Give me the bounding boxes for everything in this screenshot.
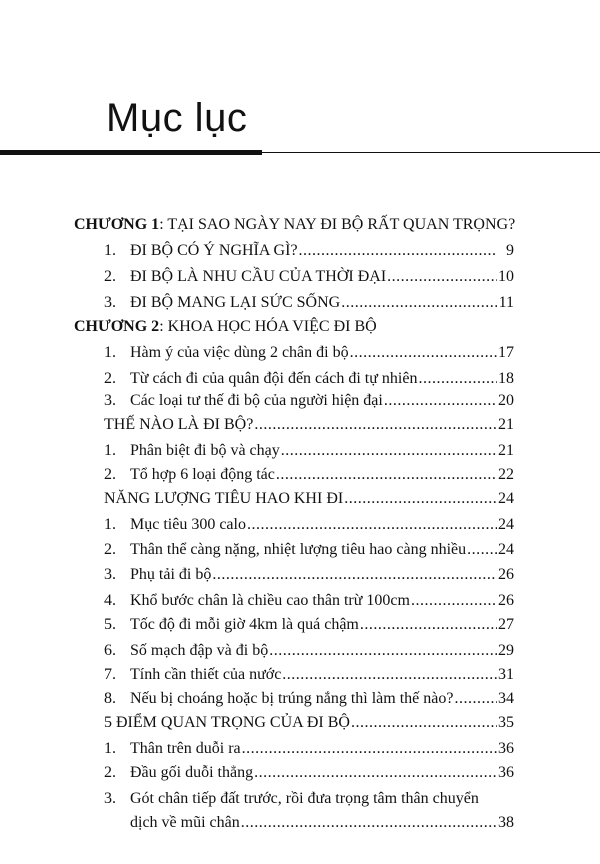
toc-section[interactable]: [104, 490, 514, 508]
entry-title: Khổ bước chân là chiều cao thân trừ 100cm: [130, 592, 410, 609]
toc-entry[interactable]: [104, 690, 514, 708]
section-title: NĂNG LƯỢNG TIÊU HAO KHI ĐI: [104, 490, 344, 507]
entry-page: 10: [498, 268, 514, 285]
entry-title: Tính cần thiết của nước: [130, 666, 282, 683]
toc-entry[interactable]: [104, 764, 514, 782]
toc-entry[interactable]: [104, 466, 514, 484]
toc-chapter-2[interactable]: [74, 318, 544, 336]
leader-dots: [212, 566, 497, 584]
toc-entry[interactable]: [104, 516, 514, 534]
leader-dots: [411, 592, 497, 610]
entry-title: Nếu bị choáng hoặc bị trúng nắng thì làm thế nào?: [130, 690, 454, 707]
entry-number: 6.: [104, 642, 116, 659]
leader-dots: [281, 442, 497, 460]
entry-number: 1.: [104, 242, 116, 259]
section-title: 5 ĐIỂM QUAN TRỌNG CỦA ĐI BỘ: [104, 714, 350, 731]
leader-dots: [341, 294, 497, 312]
entry-title: Đầu gối duỗi thẳng: [130, 764, 254, 781]
entry-title: Phụ tải đi bộ: [130, 566, 212, 583]
entry-page: 34: [498, 690, 514, 707]
entry-title: ĐI BỘ LÀ NHU CẦU CỦA THỜI ĐẠI: [130, 268, 387, 285]
toc-entry-continuation[interactable]: [130, 814, 514, 832]
page-title: Mục lục: [106, 96, 248, 140]
entry-title: Thân thể càng nặng, nhiệt lượng tiêu hao càng nhiều: [130, 541, 467, 558]
entry-page: 11: [498, 294, 514, 311]
chapter-label: CHƯƠNG 2: [74, 318, 160, 335]
toc-entry[interactable]: [104, 566, 514, 584]
leader-dots: [242, 740, 497, 758]
entry-number: 2.: [104, 541, 116, 558]
entry-title: Từ cách đi của quân đội đến cách đi tự nhiên: [130, 370, 418, 387]
leader-dots: [254, 764, 497, 782]
entry-number: 1.: [104, 442, 116, 459]
entry-title: ĐI BỘ MANG LẠI SỨC SỐNG: [130, 294, 341, 311]
entry-page: 21: [498, 416, 514, 433]
toc-entry[interactable]: [104, 642, 514, 660]
leader-dots: [299, 242, 497, 260]
toc-entry[interactable]: [104, 344, 514, 362]
leader-dots: [351, 714, 497, 732]
toc-entry[interactable]: [104, 616, 514, 634]
toc-section[interactable]: [104, 416, 514, 434]
entry-page: 18: [498, 370, 514, 387]
entry-title: Mục tiêu 300 calo: [130, 516, 246, 533]
chapter-title: : KHOA HỌC HÓA VIỆC ĐI BỘ: [159, 318, 377, 335]
leader-dots: [276, 466, 497, 484]
entry-page: 38: [498, 814, 514, 831]
section-title: THẾ NÀO LÀ ĐI BỘ?: [104, 416, 254, 433]
entry-page: 22: [498, 466, 514, 483]
entry-page: 26: [498, 592, 514, 609]
chapter-title: : TẠI SAO NGÀY NAY ĐI BỘ RẤT QUAN TRỌNG?: [159, 216, 516, 233]
entry-page: 21: [498, 442, 514, 459]
entry-title: Thân trên duỗi ra: [130, 740, 241, 757]
entry-title: Các loại tư thế đi bộ của người hiện đại: [130, 392, 383, 409]
title-underline-thick: [0, 150, 262, 155]
toc-entry[interactable]: [104, 442, 514, 460]
toc-entry[interactable]: [104, 268, 514, 286]
entry-page: 24: [498, 490, 514, 507]
toc-entry[interactable]: [104, 392, 514, 410]
entry-title: ĐI BỘ CÓ Ý NGHĨA GÌ?: [130, 242, 298, 259]
leader-dots: [384, 392, 497, 410]
toc-entry[interactable]: [104, 790, 514, 808]
leader-dots: [344, 490, 497, 508]
toc-entry[interactable]: [104, 294, 514, 312]
entry-title: Tổ hợp 6 loại động tác: [130, 466, 275, 483]
entry-number: 3.: [104, 790, 116, 807]
entry-page: 24: [498, 541, 514, 558]
entry-page: 29: [498, 642, 514, 659]
leader-dots: [282, 666, 497, 684]
leader-dots: [360, 616, 497, 634]
entry-number: 5.: [104, 616, 116, 633]
entry-page: 36: [498, 764, 514, 781]
entry-number: 4.: [104, 592, 116, 609]
toc-entry[interactable]: [104, 242, 514, 260]
toc-entry[interactable]: [104, 666, 514, 684]
entry-title-continued: dịch về mũi chân: [130, 814, 240, 831]
chapter-label: CHƯƠNG 1: [74, 216, 160, 233]
toc-entry[interactable]: [104, 592, 514, 610]
toc-entry[interactable]: [104, 541, 514, 559]
entry-number: 1.: [104, 516, 116, 533]
entry-title: Gót chân tiếp đất trước, rồi đưa trọng tâm thân chuyển: [130, 790, 479, 807]
entry-title: Số mạch đập và đi bộ: [130, 642, 269, 659]
leader-dots: [467, 541, 497, 559]
toc-section[interactable]: [104, 714, 514, 732]
entry-number: 7.: [104, 666, 116, 683]
entry-page: 17: [498, 344, 514, 361]
leader-dots: [350, 344, 497, 362]
entry-title: Phân biệt đi bộ và chạy: [130, 442, 280, 459]
toc-chapter-1[interactable]: [74, 216, 544, 234]
entry-page: 35: [498, 714, 514, 731]
entry-page: 26: [498, 566, 514, 583]
entry-number: 2.: [104, 466, 116, 483]
leader-dots: [418, 370, 497, 388]
entry-page: 31: [498, 666, 514, 683]
leader-dots: [254, 416, 497, 434]
title-underline-thin: [262, 152, 600, 153]
entry-number: 1.: [104, 344, 116, 361]
entry-page: 27: [498, 616, 514, 633]
toc-entry[interactable]: [104, 740, 514, 758]
entry-number: 2.: [104, 764, 116, 781]
entry-number: 3.: [104, 392, 116, 409]
leader-dots: [269, 642, 497, 660]
toc-entry[interactable]: [104, 370, 514, 388]
entry-number: 2.: [104, 268, 116, 285]
leader-dots: [454, 690, 497, 708]
entry-title: Hàm ý của việc dùng 2 chân đi bộ: [130, 344, 349, 361]
leader-dots: [241, 814, 497, 832]
entry-page: 20: [498, 392, 514, 409]
entry-number: 1.: [104, 740, 116, 757]
leader-dots: [247, 516, 497, 534]
entry-page: 24: [498, 516, 514, 533]
entry-number: 3.: [104, 566, 116, 583]
entry-number: 2.: [104, 370, 116, 387]
entry-number: 3.: [104, 294, 116, 311]
entry-page: 9: [506, 242, 514, 259]
leader-dots: [387, 268, 497, 286]
entry-number: 8.: [104, 690, 116, 707]
entry-page: 36: [498, 740, 514, 757]
entry-title: Tốc độ đi mỗi giờ 4km là quá chậm: [130, 616, 359, 633]
